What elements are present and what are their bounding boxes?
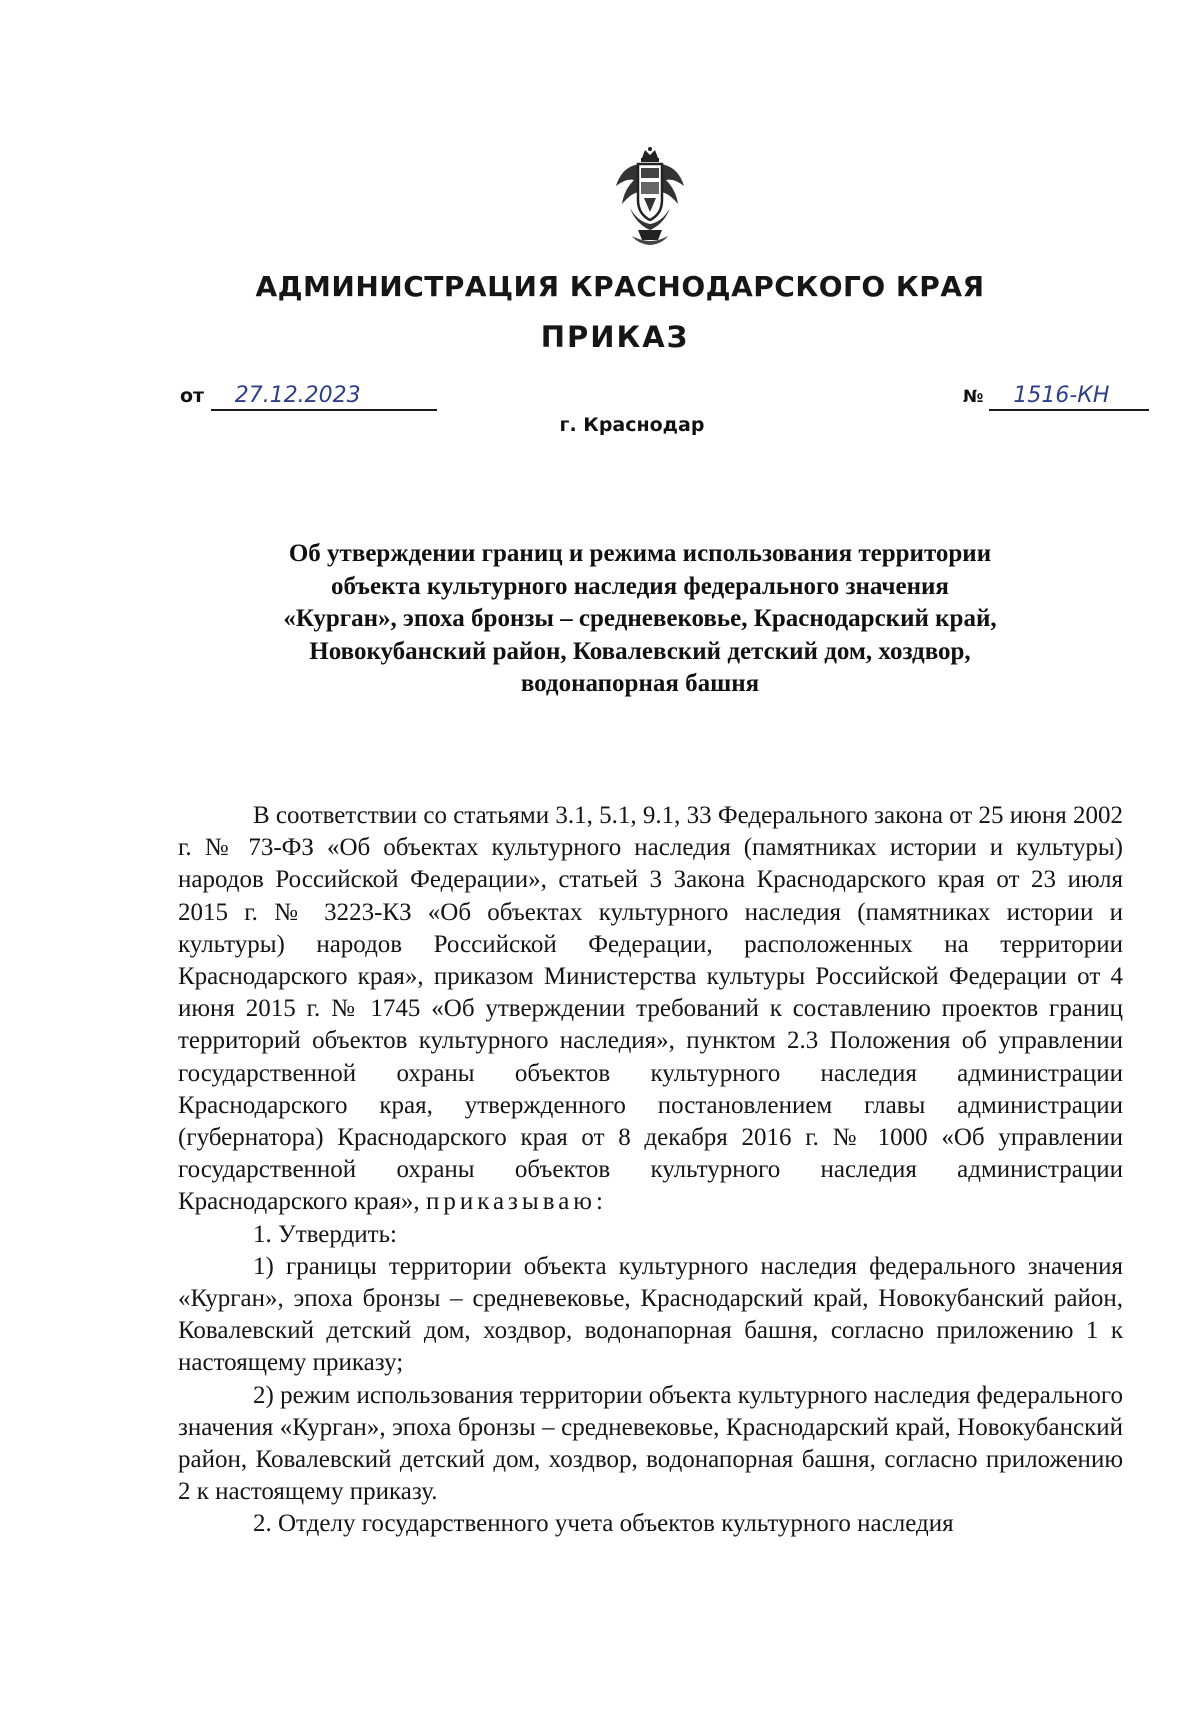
- organization-name: АДМИНИСТРАЦИЯ КРАСНОДАРСКОГО КРАЯ: [255, 270, 985, 303]
- coat-of-arms-icon: [612, 146, 688, 246]
- number-field: [963, 385, 1149, 411]
- date-value: 27.12.2023: [211, 385, 437, 411]
- order-word: приказываю:: [425, 1188, 607, 1216]
- item-1: 1. Утвердить:: [253, 1220, 397, 1248]
- number-value: 1516-КН: [989, 385, 1149, 411]
- title-line: Об утверждении границ и режима использования территории: [288, 540, 992, 567]
- date-prefix: от: [180, 385, 205, 407]
- item-2: 2. Отделу государственного учета объектов культурного наследия: [253, 1510, 954, 1538]
- date-field: [180, 385, 437, 411]
- preamble-paragraph: [178, 800, 1123, 1219]
- order-body: [178, 800, 1123, 1541]
- document-type: ПРИКАЗ: [540, 320, 690, 354]
- item-1-1: 1) границы территории объекта культурного наследия федерального значения «Курган», эпоха бронзы – средневековье, Краснодарский край, Новокубанский район, Ковалевский детский дом, хоздвор, водонапорная башня, согласно приложению 1 к настоящему приказу;: [178, 1252, 1123, 1377]
- title-line: «Курган», эпоха бронзы – средневековье, Краснодарский край,: [283, 605, 997, 632]
- order-title: [230, 538, 1050, 701]
- preamble-text: В соответствии со статьями 3.1, 5.1, 9.1, 33 Федерального закона от 25 июня 2002 г. № 73-ФЗ «Об объектах культурного наследия (памятниках истории и культуры) народов Российской Федерации», статьей 3 Закона Краснодарского края от 23 июля 2015 г. № 3223-КЗ «Об объектах культурного наследия (памятниках истории и культуры) народов Российской Федерации, расположенных на территории Краснодарского края», приказом Министерства культуры Российской Федерации от 4 июня 2015 г. № 1745 «Об утверждении требований к составлению проектов границ территорий объектов культурного наследия», пунктом 2.3 Положения об управлении государственной охраны объектов культурного наследия администрации Краснодарского края, утвержденного постановлением главы администрации (губернатора) Краснодарского края от 8 декабря 2016 г. № 1000 «Об управлении государственной охраны объектов культурного наследия администрации Краснодарского края»,: [178, 802, 1123, 1216]
- title-line: водонапорная башня: [520, 670, 760, 697]
- title-line: объекта культурного наследия федерального значения: [331, 572, 949, 600]
- item-1-2: 2) режим использования территории объекта культурного наследия федерального значения «Курган», эпоха бронзы – средневековье, Краснодарский край, Новокубанский район, Ковалевский детский дом, хоздвор, водонапорная башня, согласно приложению 2 к настоящему приказу.: [178, 1381, 1123, 1506]
- title-line: Новокубанский район, Ковалевский детский дом, хоздвор,: [309, 637, 971, 665]
- city-name: г. Краснодар: [559, 414, 705, 436]
- number-prefix: №: [963, 387, 984, 407]
